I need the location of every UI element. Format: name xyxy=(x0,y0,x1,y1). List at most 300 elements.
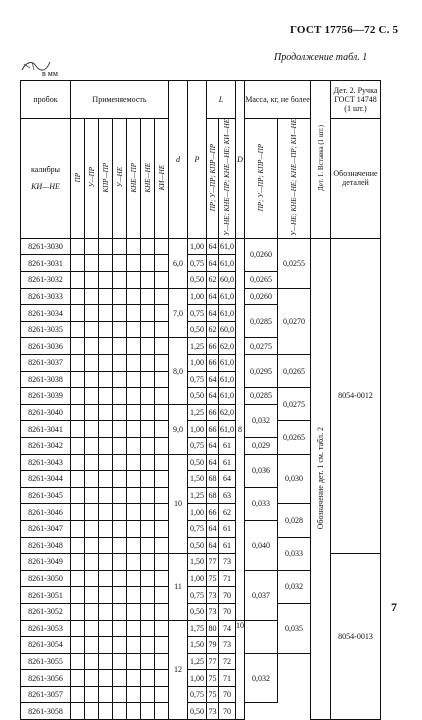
applicability-cell xyxy=(127,238,141,255)
applicability-cell xyxy=(155,272,169,289)
length-pr-value: 64 xyxy=(207,305,219,322)
applicability-cell xyxy=(155,288,169,305)
pitch-value: 1,00 xyxy=(188,670,207,687)
length-ne-value: 71 xyxy=(219,670,236,687)
applicability-cell xyxy=(141,504,155,521)
d-value: 12 xyxy=(169,620,188,720)
applicability-cell xyxy=(155,238,169,255)
length-pr-value: 64 xyxy=(207,537,219,554)
applicability-cell xyxy=(141,305,155,322)
applicability-cell xyxy=(85,703,99,720)
mass-ne-value: 0,032 xyxy=(245,653,278,703)
length-pr-value: 64 xyxy=(207,454,219,471)
applicability-cell xyxy=(113,421,127,438)
applicability-cell xyxy=(71,255,85,272)
applicability-cell xyxy=(127,272,141,289)
applicability-cell xyxy=(155,653,169,670)
applicability-cell xyxy=(141,587,155,604)
applicability-cell xyxy=(71,703,85,720)
length-pr-value: 64 xyxy=(207,288,219,305)
applicability-cell xyxy=(141,471,155,488)
length-ne-value: 61 xyxy=(219,537,236,554)
page-number: 7 xyxy=(391,600,397,614)
mass-ne: У—НЕ; КНЕ—НЕ; КНЕ—ПР; КИ—НЕ xyxy=(278,119,311,239)
gauge-code: 8261-3056 xyxy=(21,670,71,687)
gauge-code: 8261-3048 xyxy=(21,537,71,554)
length-ne-value: 73 xyxy=(219,637,236,654)
d-value: 8,0 xyxy=(169,338,188,404)
gauge-code: 8261-3035 xyxy=(21,321,71,338)
applicability-cell xyxy=(141,603,155,620)
applicability-cell xyxy=(99,554,113,571)
applicability-cell xyxy=(85,653,99,670)
applicability-cell xyxy=(141,637,155,654)
applicability-cell xyxy=(113,388,127,405)
applicability-cell xyxy=(99,653,113,670)
applicability-cell xyxy=(85,238,99,255)
L-pr: ПР; У—ПР; КПР—ПР xyxy=(207,119,219,239)
gauge-code: 8261-3057 xyxy=(21,686,71,703)
designation-header: Обозначение деталей xyxy=(331,119,381,239)
length-ne-value: 61,0 xyxy=(219,388,236,405)
pitch-value: 0,50 xyxy=(188,454,207,471)
applicability-cell xyxy=(141,355,155,372)
applicability-cell xyxy=(127,570,141,587)
applicability-cell xyxy=(155,404,169,421)
applicability-cell xyxy=(99,321,113,338)
length-pr-value: 73 xyxy=(207,603,219,620)
applicability-cell xyxy=(99,587,113,604)
applicability-cell xyxy=(141,570,155,587)
length-ne-value: 61,0 xyxy=(219,305,236,322)
gauge-code: 8261-3038 xyxy=(21,371,71,388)
applicability-cell xyxy=(113,653,127,670)
pitch-value: 1,25 xyxy=(188,338,207,355)
applicability-cell xyxy=(155,471,169,488)
length-ne-value: 60,0 xyxy=(219,321,236,338)
applicability-cell xyxy=(99,355,113,372)
applicability-cell xyxy=(99,421,113,438)
applicability-cell xyxy=(113,305,127,322)
mass-ne-value: 0,0275 xyxy=(278,388,311,421)
pitch-value: 1,00 xyxy=(188,421,207,438)
applicability-cell xyxy=(113,238,127,255)
mass-pr-value: 0,0275 xyxy=(245,338,278,355)
applicability-cell xyxy=(127,487,141,504)
applicability-cell xyxy=(141,404,155,421)
applicability-cell xyxy=(85,255,99,272)
mass-pr-value: 0,0260 xyxy=(245,288,278,305)
applicability-cell xyxy=(113,454,127,471)
applicability-cell xyxy=(71,487,85,504)
applicability-cell xyxy=(113,471,127,488)
applicability-cell xyxy=(99,404,113,421)
applicability-cell xyxy=(155,670,169,687)
applicability-cell xyxy=(71,238,85,255)
applicability-cell xyxy=(141,255,155,272)
length-pr-value: 73 xyxy=(207,703,219,720)
applicability-cell xyxy=(127,371,141,388)
applicability-cell xyxy=(113,537,127,554)
length-pr-value: 75 xyxy=(207,670,219,687)
applicability-cell xyxy=(141,388,155,405)
applicability-cell xyxy=(141,421,155,438)
applicability-cell xyxy=(99,471,113,488)
mass-pr-value: 0,0295 xyxy=(245,355,278,388)
length-pr-value: 66 xyxy=(207,504,219,521)
length-pr-value: 64 xyxy=(207,388,219,405)
applicability-cell xyxy=(71,620,85,637)
applicability-cell xyxy=(127,338,141,355)
gauge-code: 8261-3045 xyxy=(21,487,71,504)
applicability-cell xyxy=(127,537,141,554)
applicability-cell xyxy=(71,371,85,388)
det2-designation-a: 8054-0012 xyxy=(331,238,381,553)
col-d: d xyxy=(169,81,188,239)
applicability-cell xyxy=(127,404,141,421)
applicability-cell xyxy=(155,305,169,322)
applicability-cell xyxy=(99,437,113,454)
applicability-cell xyxy=(127,504,141,521)
d-value: 7,0 xyxy=(169,288,188,338)
appl-ki-ne: КИ—НЕ xyxy=(155,119,169,239)
table-row xyxy=(21,238,381,255)
applicability-cell xyxy=(155,554,169,571)
applicability-cell xyxy=(71,454,85,471)
length-ne-value: 61 xyxy=(219,520,236,537)
applicability-cell xyxy=(71,570,85,587)
applicability-cell xyxy=(141,554,155,571)
applicability-cell xyxy=(71,321,85,338)
mass-pr-value: 0,032 xyxy=(245,404,278,437)
applicability-cell xyxy=(85,321,99,338)
mass-ne-value: 0,0265 xyxy=(278,421,311,454)
appl-kpr-pr: КПР—ПР xyxy=(99,119,113,239)
appl-pr: ПР xyxy=(71,119,85,239)
applicability-cell xyxy=(85,620,99,637)
det1-note-text: Обозначение дет. 1 см. табл. 2 xyxy=(315,426,325,530)
applicability-cell xyxy=(85,371,99,388)
applicability-cell xyxy=(71,504,85,521)
applicability-cell xyxy=(99,620,113,637)
mass-pr-value: 0,0285 xyxy=(245,388,278,405)
applicability-cell xyxy=(155,388,169,405)
length-ne-value: 62 xyxy=(219,504,236,521)
appl-u-pr: У—ПР xyxy=(85,119,99,239)
length-ne-value: 73 xyxy=(219,554,236,571)
mass-ne-value: 0,0265 xyxy=(278,355,311,388)
applicability-cell xyxy=(99,570,113,587)
applicability-cell xyxy=(155,355,169,372)
applicability-cell xyxy=(85,587,99,604)
mass-pr-value: 0,0265 xyxy=(245,272,278,289)
applicability-cell xyxy=(99,255,113,272)
applicability-cell xyxy=(127,554,141,571)
length-ne-value: 63 xyxy=(219,487,236,504)
applicability-cell xyxy=(113,255,127,272)
applicability-cell xyxy=(85,471,99,488)
applicability-cell xyxy=(155,537,169,554)
applicability-cell xyxy=(113,686,127,703)
applicability-cell xyxy=(113,272,127,289)
applicability-cell xyxy=(127,437,141,454)
col-applicability: Применяемость xyxy=(71,81,169,119)
applicability-cell xyxy=(85,421,99,438)
col-det1: Дет. 1. Вставка (1 шт.) xyxy=(311,81,331,239)
gauge-code: 8261-3033 xyxy=(21,288,71,305)
applicability-cell xyxy=(71,388,85,405)
pitch-value: 1,50 xyxy=(188,471,207,488)
pitch-value: 0,50 xyxy=(188,388,207,405)
applicability-cell xyxy=(113,587,127,604)
units-label: в мм xyxy=(42,69,58,78)
gauge-code: 8261-3037 xyxy=(21,355,71,372)
applicability-cell xyxy=(71,437,85,454)
applicability-cell xyxy=(113,355,127,372)
applicability-cell xyxy=(141,686,155,703)
length-pr-value: 75 xyxy=(207,686,219,703)
applicability-cell xyxy=(141,520,155,537)
applicability-cell xyxy=(155,338,169,355)
length-ne-value: 64 xyxy=(219,471,236,488)
pitch-value: 1,25 xyxy=(188,653,207,670)
applicability-cell xyxy=(71,288,85,305)
pitch-value: 0,75 xyxy=(188,587,207,604)
appl-kne-ne: КНЕ—НЕ xyxy=(141,119,155,239)
pitch-value: 1,00 xyxy=(188,355,207,372)
mass-pr-value: 0,033 xyxy=(245,487,278,520)
applicability-cell xyxy=(155,487,169,504)
applicability-cell xyxy=(155,587,169,604)
D-value-b: 10 xyxy=(236,620,245,720)
applicability-cell xyxy=(141,620,155,637)
mass-ne-value: 0,028 xyxy=(278,504,311,537)
gauge-code: 8261-3030 xyxy=(21,238,71,255)
gauge-code: 8261-3040 xyxy=(21,404,71,421)
pitch-value: 0,75 xyxy=(188,686,207,703)
col-probok: пробок xyxy=(21,81,71,119)
applicability-cell xyxy=(85,520,99,537)
length-pr-value: 64 xyxy=(207,371,219,388)
pitch-value: 1,75 xyxy=(188,620,207,637)
applicability-cell xyxy=(85,272,99,289)
length-ne-value: 74 xyxy=(219,620,236,637)
applicability-cell xyxy=(141,487,155,504)
pitch-value: 1,25 xyxy=(188,404,207,421)
length-pr-value: 64 xyxy=(207,238,219,255)
gauge-code: 8261-3042 xyxy=(21,437,71,454)
length-ne-value: 61,0 xyxy=(219,355,236,372)
applicability-cell xyxy=(155,603,169,620)
applicability-cell xyxy=(113,504,127,521)
col-P: P xyxy=(188,81,207,239)
applicability-cell xyxy=(113,603,127,620)
pitch-value: 0,50 xyxy=(188,603,207,620)
applicability-cell xyxy=(141,288,155,305)
applicability-cell xyxy=(71,653,85,670)
applicability-cell xyxy=(127,603,141,620)
gauge-code: 8261-3039 xyxy=(21,388,71,405)
applicability-cell xyxy=(141,437,155,454)
applicability-cell xyxy=(155,570,169,587)
applicability-cell xyxy=(113,487,127,504)
applicability-cell xyxy=(127,255,141,272)
applicability-cell xyxy=(99,305,113,322)
applicability-cell xyxy=(141,454,155,471)
applicability-cell xyxy=(99,504,113,521)
mass-pr-value: 0,036 xyxy=(245,454,278,487)
applicability-cell xyxy=(99,272,113,289)
applicability-cell xyxy=(71,637,85,654)
appl-u-ne: У—НЕ xyxy=(113,119,127,239)
applicability-cell xyxy=(141,238,155,255)
applicability-cell xyxy=(141,338,155,355)
applicability-cell xyxy=(141,670,155,687)
applicability-cell xyxy=(113,637,127,654)
applicability-cell xyxy=(113,620,127,637)
applicability-cell xyxy=(99,537,113,554)
length-pr-value: 73 xyxy=(207,587,219,604)
col-L: L xyxy=(207,81,236,119)
applicability-cell xyxy=(113,554,127,571)
applicability-cell xyxy=(85,686,99,703)
applicability-cell xyxy=(85,454,99,471)
applicability-cell xyxy=(141,272,155,289)
d-value: 10 xyxy=(169,454,188,554)
applicability-cell xyxy=(113,371,127,388)
applicability-cell xyxy=(99,703,113,720)
pitch-value: 0,50 xyxy=(188,537,207,554)
L-ne: У—НЕ; КНЕ—ПР; КНЕ—НЕ; КИ—НЕ xyxy=(219,119,236,239)
length-pr-value: 66 xyxy=(207,421,219,438)
length-pr-value: 64 xyxy=(207,520,219,537)
length-ne-value: 61,0 xyxy=(219,288,236,305)
applicability-cell xyxy=(113,670,127,687)
applicability-cell xyxy=(85,603,99,620)
applicability-cell xyxy=(127,471,141,488)
mass-pr-value: 0,0285 xyxy=(245,305,278,338)
applicability-cell xyxy=(71,471,85,488)
pitch-value: 0,75 xyxy=(188,255,207,272)
length-ne-value: 70 xyxy=(219,587,236,604)
applicability-cell xyxy=(127,637,141,654)
length-ne-value: 62,0 xyxy=(219,338,236,355)
applicability-cell xyxy=(113,520,127,537)
applicability-cell xyxy=(85,338,99,355)
applicability-cell xyxy=(85,437,99,454)
applicability-cell xyxy=(71,404,85,421)
applicability-cell xyxy=(99,603,113,620)
length-pr-value: 66 xyxy=(207,338,219,355)
applicability-cell xyxy=(127,520,141,537)
applicability-cell xyxy=(99,520,113,537)
mass-pr: ПР; У—ПР; КПР—ПР xyxy=(245,119,278,239)
applicability-cell xyxy=(99,637,113,654)
applicability-cell xyxy=(127,653,141,670)
mass-pr-value: 0,040 xyxy=(245,520,278,570)
length-pr-value: 62 xyxy=(207,272,219,289)
gauge-code: 8261-3052 xyxy=(21,603,71,620)
applicability-cell xyxy=(71,587,85,604)
applicability-cell xyxy=(155,421,169,438)
applicability-cell xyxy=(155,437,169,454)
applicability-cell xyxy=(71,554,85,571)
gauge-code: 8261-3055 xyxy=(21,653,71,670)
length-pr-value: 79 xyxy=(207,637,219,654)
applicability-cell xyxy=(141,321,155,338)
applicability-cell xyxy=(71,520,85,537)
applicability-cell xyxy=(155,454,169,471)
applicability-cell xyxy=(141,653,155,670)
applicability-cell xyxy=(85,288,99,305)
length-ne-value: 70 xyxy=(219,703,236,720)
length-pr-value: 77 xyxy=(207,554,219,571)
gauge-code: 8261-3043 xyxy=(21,454,71,471)
length-pr-value: 68 xyxy=(207,471,219,488)
pitch-value: 1,50 xyxy=(188,554,207,571)
length-ne-value: 61 xyxy=(219,437,236,454)
length-pr-value: 66 xyxy=(207,404,219,421)
mass-ne-value: 0,033 xyxy=(278,537,311,570)
applicability-cell xyxy=(155,620,169,637)
applicability-cell xyxy=(99,238,113,255)
applicability-cell xyxy=(113,404,127,421)
length-pr-value: 75 xyxy=(207,570,219,587)
mass-pr-value: 0,029 xyxy=(245,437,278,454)
applicability-cell xyxy=(127,355,141,372)
applicability-cell xyxy=(85,504,99,521)
applicability-cell xyxy=(113,338,127,355)
gauge-code: 8261-3053 xyxy=(21,620,71,637)
applicability-cell xyxy=(85,670,99,687)
pitch-value: 0,75 xyxy=(188,305,207,322)
gauge-code: 8261-3031 xyxy=(21,255,71,272)
applicability-cell xyxy=(141,703,155,720)
length-ne-value: 61,0 xyxy=(219,238,236,255)
length-ne-value: 60,0 xyxy=(219,272,236,289)
applicability-cell xyxy=(127,686,141,703)
applicability-cell xyxy=(99,338,113,355)
applicability-cell xyxy=(71,670,85,687)
applicability-cell xyxy=(85,305,99,322)
pitch-value: 1,00 xyxy=(188,504,207,521)
gauge-table xyxy=(20,80,381,720)
gauge-code: 8261-3036 xyxy=(21,338,71,355)
D-value-text: 8 xyxy=(238,424,242,434)
applicability-cell xyxy=(85,404,99,421)
applicability-cell xyxy=(113,321,127,338)
length-pr-value: 77 xyxy=(207,653,219,670)
applicability-cell xyxy=(71,421,85,438)
applicability-cell xyxy=(113,288,127,305)
pitch-value: 1,50 xyxy=(188,637,207,654)
applicability-cell xyxy=(155,686,169,703)
pitch-value: 0,75 xyxy=(188,520,207,537)
mass-ne-value: 0,0270 xyxy=(278,288,311,354)
length-pr-value: 66 xyxy=(207,355,219,372)
applicability-cell xyxy=(155,504,169,521)
mass-ne-value: 0,030 xyxy=(278,454,311,504)
applicability-cell xyxy=(71,272,85,289)
pitch-value: 0,75 xyxy=(188,437,207,454)
applicability-cell xyxy=(99,686,113,703)
gauge-code: 8261-3034 xyxy=(21,305,71,322)
applicability-cell xyxy=(155,703,169,720)
standard-number: ГОСТ 17756—72 С. 5 xyxy=(290,24,399,36)
D-value-a xyxy=(236,238,245,620)
pitch-value: 0,50 xyxy=(188,321,207,338)
applicability-cell xyxy=(71,355,85,372)
